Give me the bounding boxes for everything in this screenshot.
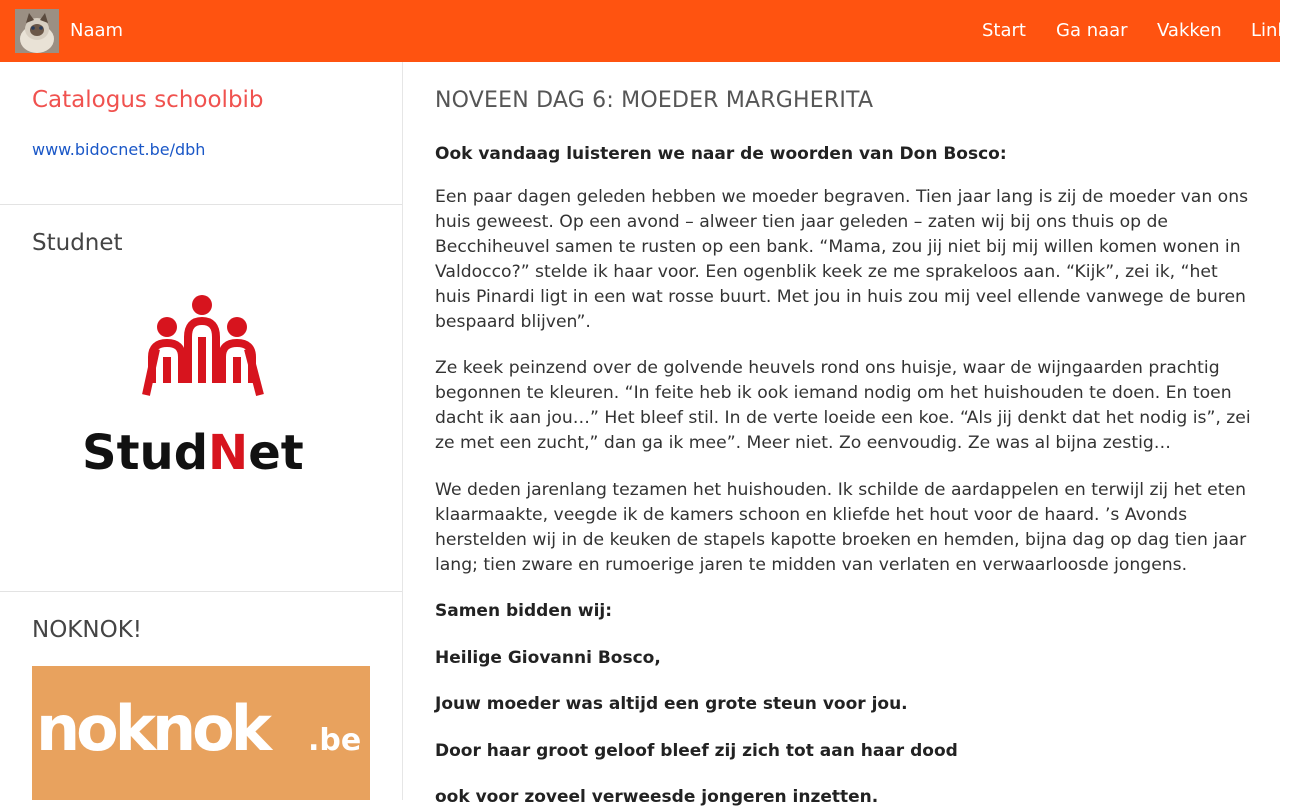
top-navigation-bar: [0, 0, 1297, 62]
svg-text:noknok: noknok: [36, 692, 268, 765]
main-nav: [0, 20, 1297, 44]
studnet-widget: [0, 205, 402, 592]
nav-start[interactable]: Start: [982, 20, 1026, 41]
article-paragraph: We deden jarenlang tezamen het huishouden. Ik schilde de aardappelen en terwijl zij het eten klaarmaakte, veegde ik de kamers schoon en kliefde het hout voor de haard. ’s Avonds herstelden wij in de keuken de stapels kapotte broeken en hemden, bijna dag op dag tien jaar lang; tien zware en rumoerige jaren te midden van verlaten en verwaarloosde jongens.: [435, 480, 1247, 575]
article-title: NOVEEN DAG 6: MOEDER MARGHERITA: [435, 88, 874, 113]
article-paragraph: Ze keek peinzend over de golvende heuvels rond ons huisje, waar de wijngaarden prachtig begonnen te kleuren. “In feite heb ik ook iemand nodig om het huishouden te doen. En toen dacht ik aan jou…” Het bleef stil. In de verte loeide een koe. “Als jij denkt dat het nodig is”, zei ze met een zucht,” dan ga ik mee”. Meer niet. Zo eenvoudig. Ze was al bijna zestig…: [435, 358, 1251, 453]
prayer-line: Door haar groot geloof bleef zij zich tot aan haar dood: [435, 741, 958, 761]
noknok-logo: [32, 666, 370, 800]
studnet-title: Studnet: [32, 230, 123, 256]
studnet-logo-text: StudNet: [82, 425, 304, 481]
catalogus-title: Catalogus schoolbib: [32, 87, 264, 113]
noknok-title: NOKNOK!: [32, 617, 143, 643]
prayer-line: Jouw moeder was altijd een grote steun voor jou.: [435, 694, 908, 714]
svg-text:.be: .be: [308, 723, 362, 758]
studnet-people-icon: [80, 297, 320, 497]
studnet-logo[interactable]: [80, 297, 320, 497]
prayer-line: Samen bidden wij:: [435, 601, 613, 621]
prayer-line: Heilige Giovanni Bosco,: [435, 648, 661, 668]
bidocnet-link[interactable]: www.bidocnet.be/dbh: [32, 140, 206, 159]
nav-links[interactable]: Links: [1251, 20, 1297, 41]
username-label[interactable]: Naam: [70, 20, 124, 41]
sidebar: [0, 62, 403, 800]
article-paragraph: Een paar dagen geleden hebben we moeder begraven. Tien jaar lang is zij de moeder van ons huis geweest. Op een avond – alweer tien jaar geleden – zaten wij bij ons thuis op de Becchiheuvel samen te rusten op een bank. “Mama, zou jij niet bij mij willen komen wonen in Valdocco?” stelde ik haar voor. Een ogenblik keek ze me sprakeloos aan. “Kijk”, zei ik, “het huis Pinardi ligt in een wat rosse buurt. Met jou in huis zou mij veel ellende vanwege de buren bespaard blijven”.: [435, 187, 1249, 332]
article-intro: Ook vandaag luisteren we naar de woorden van Don Bosco:: [435, 144, 1007, 164]
nav-ga-naar[interactable]: Ga naar: [1056, 20, 1128, 41]
catalogus-widget: [0, 62, 402, 205]
article: [435, 62, 1265, 807]
nav-vakken[interactable]: Vakken: [1157, 20, 1222, 41]
noknok-banner[interactable]: [32, 666, 370, 800]
noknok-widget: [0, 592, 402, 800]
prayer-line: ook voor zoveel verweesde jongeren inzetten.: [435, 787, 879, 807]
